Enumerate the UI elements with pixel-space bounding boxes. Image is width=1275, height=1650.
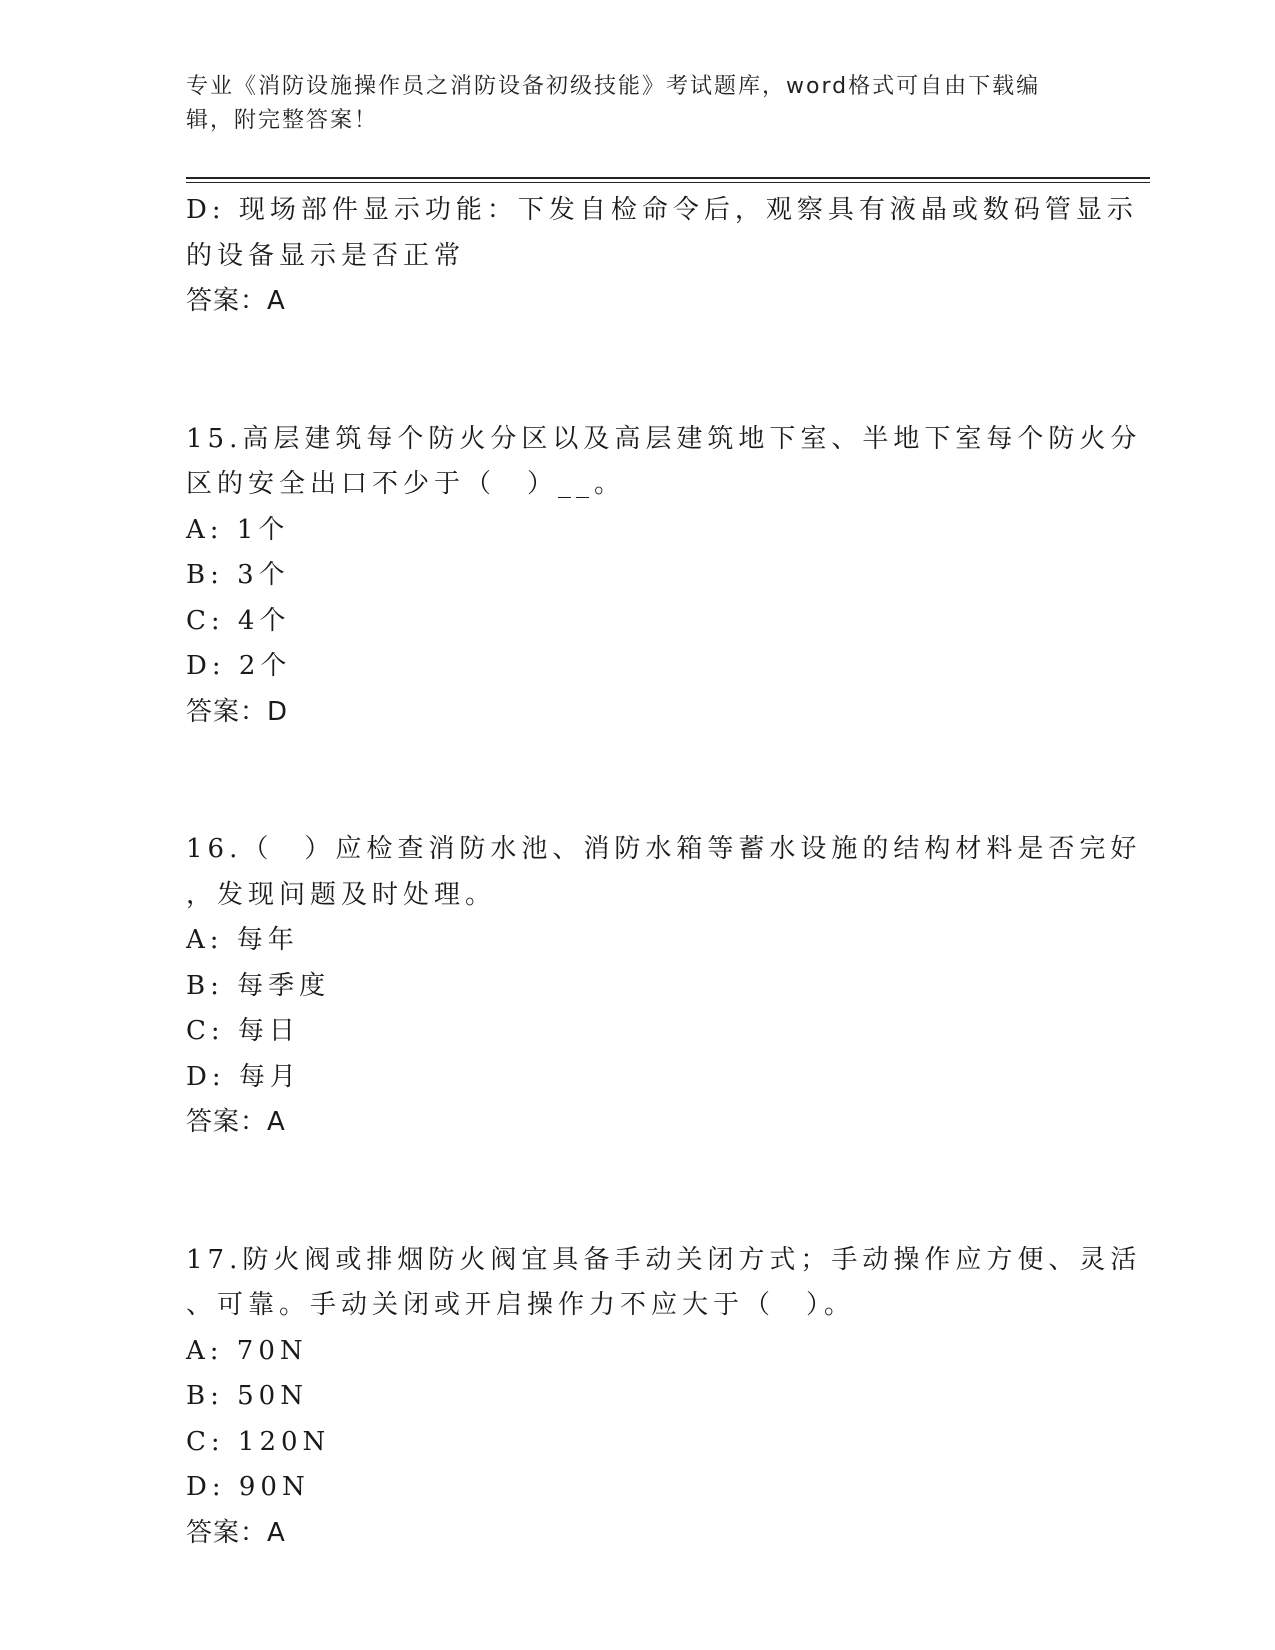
option-a: A: 每年 [186,925,299,955]
option-d-line-1: D: 现场部件显示功能：下发自检命令后，观察具有液晶或数码管显示 [186,195,1138,225]
header-divider-thin [186,182,1150,183]
option-a: A: 70N [186,1335,308,1366]
question-15 [186,417,1142,736]
header-line-1: 专业《消防设施操作员之消防设备初级技能》考试题库，word格式可自由下载编 [186,74,1041,99]
question-stem: 17.防火阀或排烟防火阀宜具备手动关闭方式；手动操作应方便、灵活 [186,1244,1142,1275]
header-divider-thick [186,177,1150,179]
question-content [186,188,1142,1556]
option-c: C: 120N [186,1426,331,1457]
question-stem: 16.（ ）应检查消防水池、消防水箱等蓄水设施的结构材料是否完好 [186,834,1142,864]
option-d: D: 2个 [186,651,292,681]
question-17 [186,1238,1142,1557]
previous-question-tail [186,188,1138,325]
answer-label: 答案：D [186,696,289,727]
option-b: B: 50N [186,1381,308,1411]
question-stem-cont: 区的安全出口不少于（ ）__。 [186,469,626,499]
header-line-2: 辑，附完整答案！ [186,108,379,133]
option-d: D: 90N [186,1472,310,1502]
answer-label: 答案：A [186,286,286,316]
option-c: C: 4个 [186,605,291,636]
question-stem: 15.高层建筑每个防火分区以及高层建筑地下室、半地下室每个防火分 [186,423,1142,454]
option-b: B: 每季度 [186,970,331,1001]
answer-label: 答案：A [186,1107,286,1137]
option-c: C: 每日 [186,1016,300,1046]
answer-label: 答案：A [186,1517,286,1548]
option-a: A: 1个 [186,514,290,545]
question-stem-cont: ，发现问题及时处理。 [186,879,497,910]
option-d: D: 每月 [186,1061,301,1092]
option-d-line-2: 的设备显示是否正常 [186,240,466,271]
document-header [186,70,1066,138]
question-16 [186,827,1142,1146]
option-b: B: 3个 [186,560,290,590]
question-stem-cont: 、可靠。手动关闭或开启操作力不应大于（ ）。 [186,1290,856,1320]
